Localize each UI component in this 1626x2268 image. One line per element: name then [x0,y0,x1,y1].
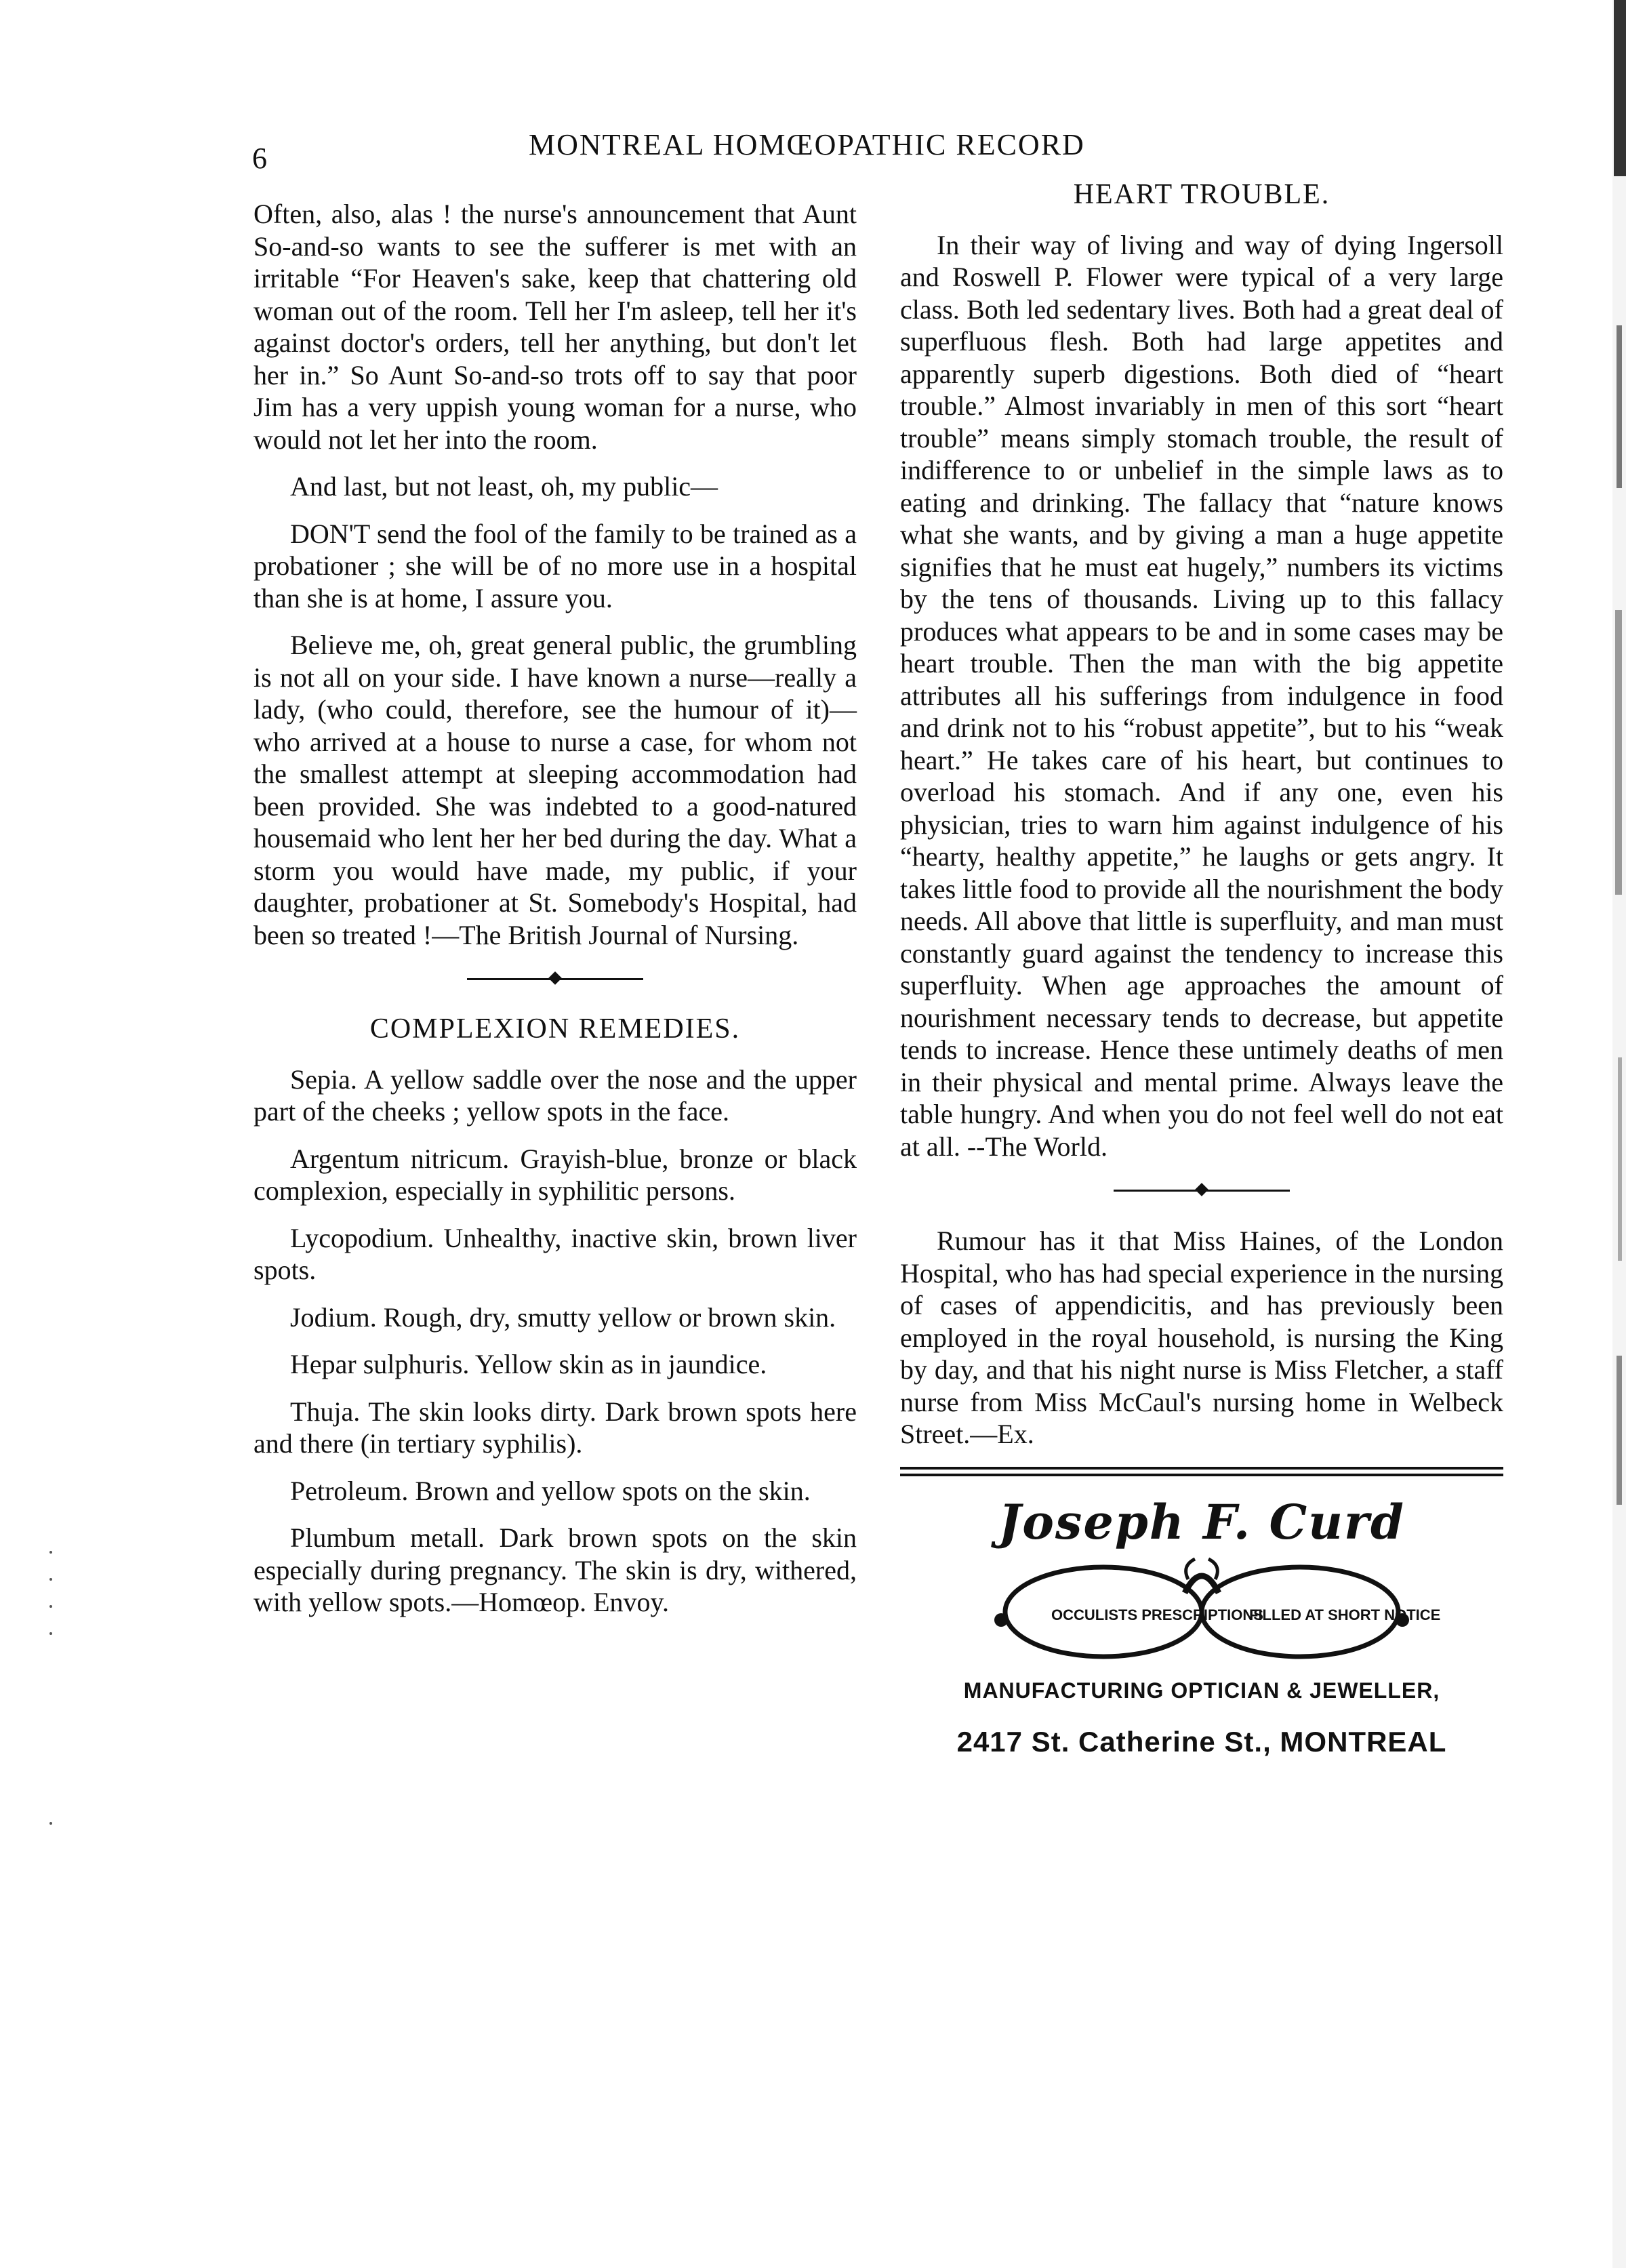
remedy-paragraph: Jodium. Rough, dry, smutty yellow or brown skin. [290,1301,836,1333]
remedy-paragraph: Sepia. A yellow saddle over the nose and the upper part of the cheeks ; yellow spots in the face. [253,1064,857,1127]
complexion-remedies-heading: COMPLEXION REMEDIES. [369,1013,741,1045]
double-rule-divider [900,1467,1503,1476]
paragraph: And last, but not least, oh, my public— [290,471,718,502]
heart-trouble-heading: HEART TROUBLE. [1073,179,1330,210]
emblem-left-text: OCCULISTS PRESCRIPTIONS [1051,1606,1263,1623]
scan-margin-dots [47,0,54,2268]
spectacles-emblem-icon [992,1552,1441,1667]
remedy-paragraph: Plumbum metall. Dark brown spots on the skin especially during pregnancy. The skin is dry, withered, with yellow spots.—Homœop. Envoy. [253,1522,857,1617]
optician-advertisement [900,1495,1503,1764]
remedy-paragraph: Hepar sulphuris. Yellow skin as in jaundice. [290,1349,767,1379]
advertiser-trade: MANUFACTURING OPTICIAN & JEWELLER, [963,1678,1440,1703]
left-column [253,198,857,1634]
paragraph: Often, also, alas ! the nurse's announcement that Aunt So-and-so wants to see the sufferer is met with an irritable “For Heaven's sake, keep that chattering old woman out of the room. Tell her I'm asleep, tell her it's against doctor's orders, tell her anything, but don't let her in.” So Aunt So-and-so trots off to say that poor Jim has a very uppish young woman for a nurse, who would not let her into the room. [253,199,857,455]
emblem-right-text: FILLED AT SHORT NOTICE [1249,1606,1441,1623]
paragraph: DON'T send the fool of the family to be trained as a probationer ; she will be of no more use in a hospital than she is at home, I assure you. [253,518,857,613]
remedy-paragraph: Argentum nitricum. Grayish-blue, bronze or black complexion, especially in syphilitic persons. [253,1143,857,1206]
remedy-paragraph: Thuja. The skin looks dirty. Dark brown spots here and there (in tertiary syphilis). [253,1396,857,1459]
paragraph: Believe me, oh, great general public, the grumbling is not all on your side. I have known a nurse—really a lady, (who could, therefore, see the humour of it)—who arrived at a house to nurse a case, for whom not the smallest attempt at sleeping accommodation had been provided. She was indebted to a good-natured housemaid who lent her her bed during the day. What a storm you would have made, my public, if your daughter, probationer at St. Somebody's Hospital, had been so treated !—The British Journal of Nursing. [253,630,857,950]
paragraph: Rumour has it that Miss Haines, of the London Hospital, who has had special experience in the nursing of cases of appendicitis, and has previously been employed in the royal household, is nursing the King by day, and that his night nurse is Miss Fletcher, a staff nurse from Miss McCaul's nursing home in Welbeck Street.—Ex. [900,1226,1503,1449]
page-number: 6 [252,142,267,175]
remedy-paragraph: Petroleum. Brown and yellow spots on the skin. [290,1475,811,1506]
remedy-paragraph: Lycopodium. Unhealthy, inactive skin, brown liver spots. [253,1222,857,1285]
running-title: MONTREAL HOMŒOPATHIC RECORD [529,128,1085,161]
paragraph: In their way of living and way of dying Ingersoll and Roswell P. Flower were typical of a very large class. Both led sedentary lives. Both had a great deal of superfluous flesh. Both had large appetites and apparently superb digestions. Both died of “heart trouble.” Almost invariably in men of this sort “heart trouble” means simply stomach trouble, the result of indifference to or unbelief in the simple laws as to eating and drinking. The fallacy that “nature knows what she wants, and by giving a man a huge appetite signifies that he must eat hugely,” numbers its victims by the tens of thousands. Living up to this fallacy produces what appears to be and in some cases may be heart trouble. Then the man with the big appetite attributes all his sufferings from indulgence in food and drink not to his “robust appetite”, but to his “weak heart.” He takes care of his heart, but continues to overload his stomach. And if any one, even his physician, tries to warn him against indulgence of his “hearty, healthy appetite,” he laughs or gets angry. It takes little food to provide all the nourishment the body needs. All above that little is superfluity, and man must constantly guard against the tendency to increase this superfluity. When age approaches the amount of nourishment necessary tends to decrease, but appetite tends to increase. Hence these untimely deaths of men in their physical and mental prime. Always leave the table hungry. And when you do not feel well do not eat at all. --The World. [900,229,1503,1162]
advertiser-logo: Joseph F. Curd [998,1493,1405,1550]
scan-edge-artifact [1603,0,1626,2268]
advertiser-address: 2417 St. Catherine St., MONTREAL [956,1725,1447,1758]
section-divider [253,966,857,993]
right-column [900,179,1503,1764]
section-divider [900,1177,1503,1204]
